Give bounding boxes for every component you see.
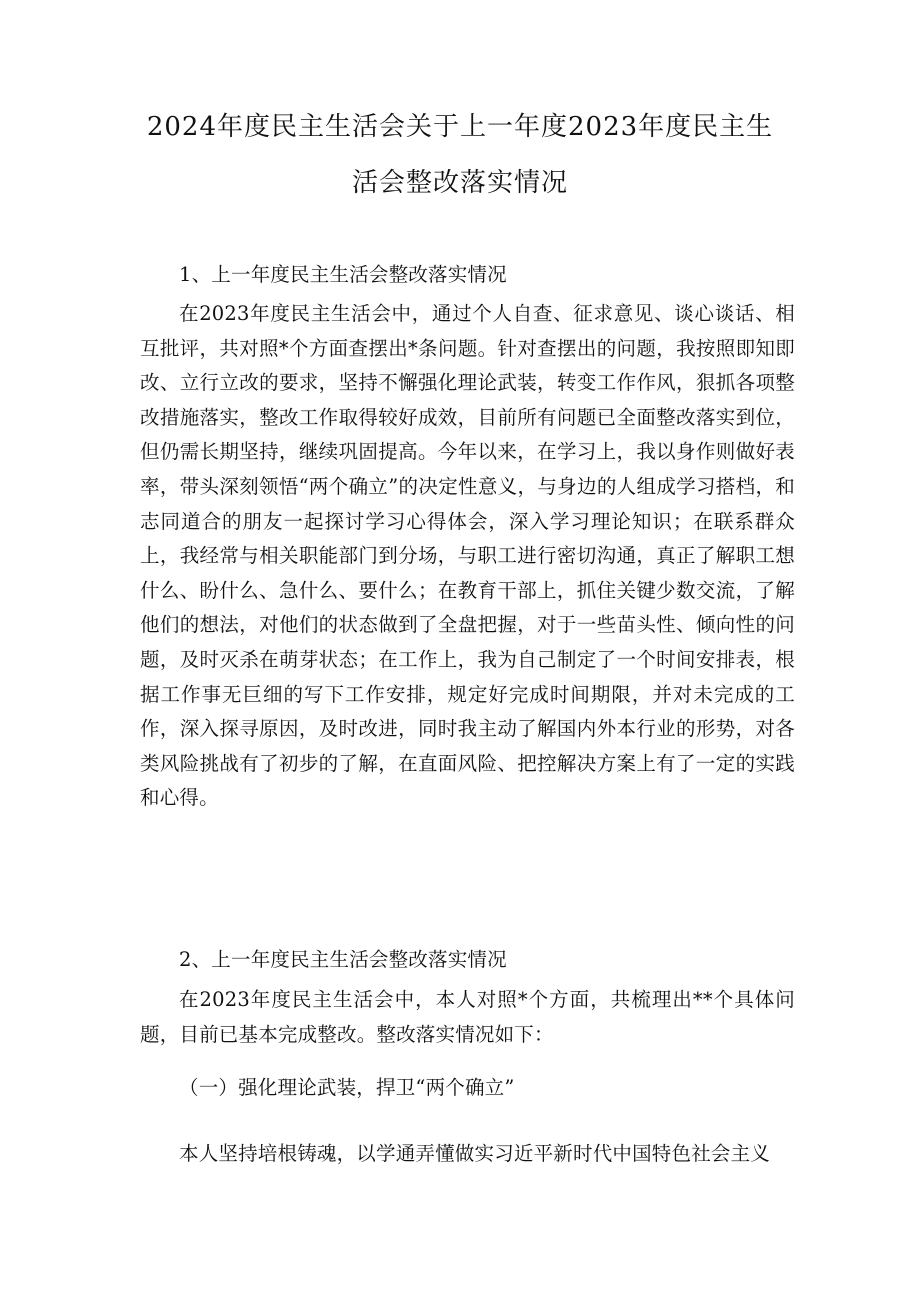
paragraph-3: 本人坚持培根铸魂，以学通弄懂做实习近平新时代中国特色社会主义 — [179, 1142, 771, 1165]
paragraph-2: 在2023年度民主生活会中，本人对照*个方面，共梳理出**个具体问题，目前已基本完成整改。整改落实情况如下： — [140, 988, 795, 1046]
document-title-line-2: 活会整改落实情况 — [351, 168, 568, 198]
section-heading-2: 2、上一年度民主生活会整改落实情况 — [179, 948, 507, 971]
subsection-heading-1: （一）强化理论武装，捍卫“两个确立” — [179, 1076, 515, 1099]
section-heading-1: 1、上一年度民主生活会整改落实情况 — [179, 263, 507, 286]
document-title-line-1: 2024年度民主生活会关于上一年度2023年度民主生 — [146, 112, 774, 142]
paragraph-1: 在2023年度民主生活会中，通过个人自查、征求意见、谈心谈话、相互批评，共对照*个方面查摆出*条问题。针对查摆出的问题，我按照即知即改、立行立改的要求，坚持不懈强化理论武装，转变工作作风，狠抓各项整改措施落实，整改工作取得较好成效，目前所有问题已全面整改落实到位，但仍需长期坚持，继续巩固提高。今年以来，在学习上，我以身作则做好表率，带头深刻领悟“两个确立”的决定性意义，与身边的人组成学习搭档，和志同道合的朋友一起探讨学习心得体会，深入学习理论知识；在联系群众上，我经常与相关职能部门到分场，与职工进行密切沟通，真正了解职工想什么、盼什么、急什么、要什么；在教育干部上，抓住关键少数交流，了解他们的想法，对他们的状态做到了全盘把握，对于一些苗头性、倾向性的问题，及时灭杀在萌芽状态；在工作上，我为自己制定了一个时间安排表，根据工作事无巨细的写下工作安排，规定好完成时间期限，并对未完成的工作，深入探寻原因，及时改进，同时我主动了解国内外本行业的形势，对各类风险挑战有了初步的了解，在直面风险、把控解决方案上有了一定的实践和心得。 — [140, 302, 795, 810]
